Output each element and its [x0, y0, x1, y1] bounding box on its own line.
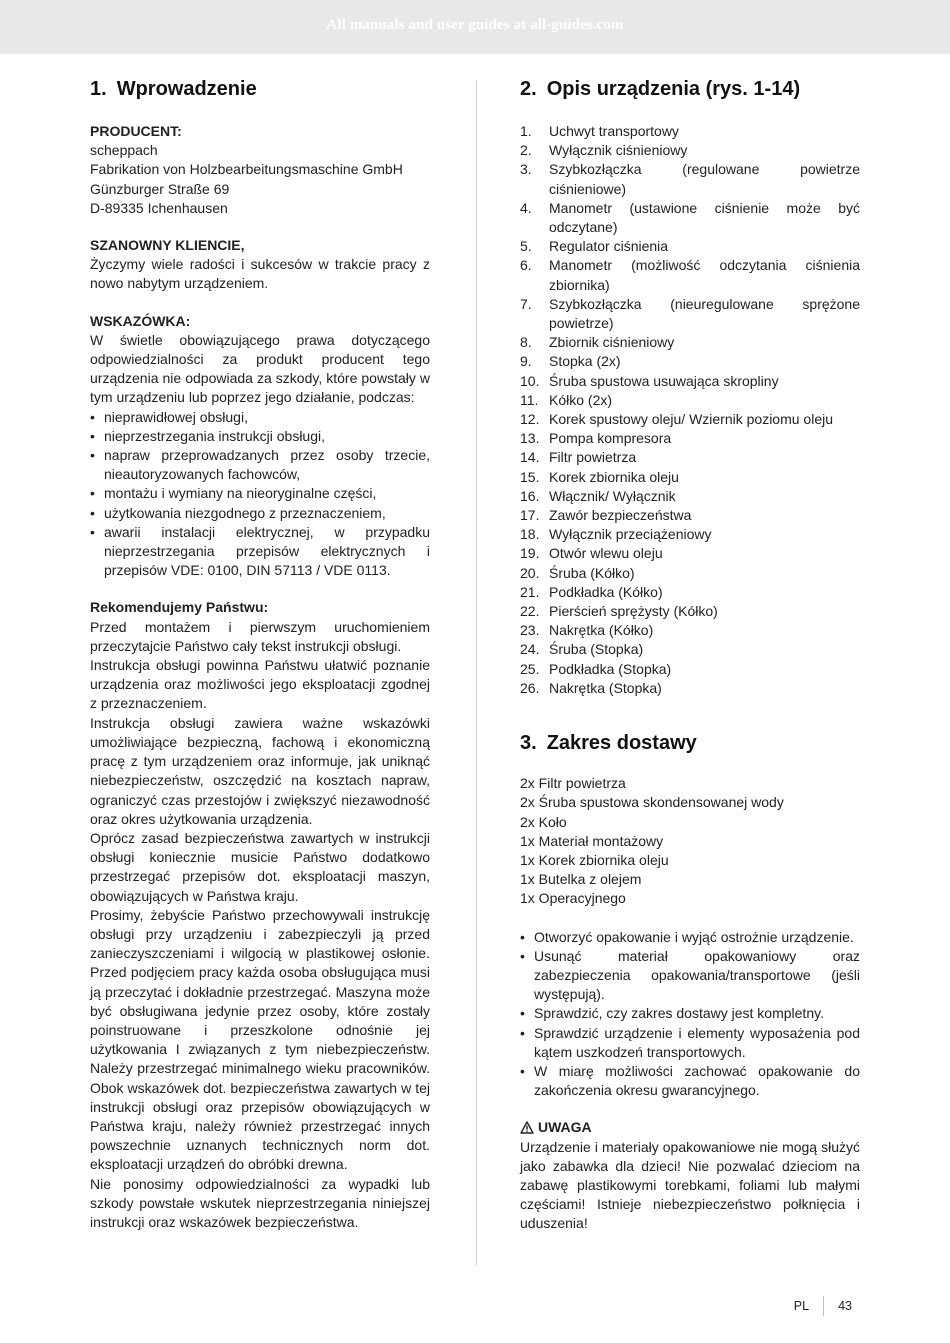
part-item — [520, 679, 860, 698]
scope-item: 2x Filtr powietrza — [520, 775, 626, 792]
part-number: 25. — [520, 660, 540, 677]
part-text: Nakrętka (Stopka) — [549, 679, 662, 696]
part-text: Szybkozłączka (nieuregulowane sprężone powietrze) — [549, 295, 860, 332]
page-number: 43 — [838, 1299, 852, 1313]
part-text: Pierścień sprężysty (Kółko) — [549, 603, 718, 620]
bullet-text: awarii instalacji elektrycznej, w przypadku nieprzestrzegania przepisów elektrycznych i przepisów VDE: 0100, DIN 57113 / VDE 0113. — [104, 523, 430, 579]
part-text: Śruba (Kółko) — [549, 564, 635, 581]
part-item — [520, 660, 860, 679]
hint-bullet-list — [90, 408, 430, 581]
bullet-dot: • — [520, 1005, 525, 1022]
recommend-paragraph: Nie ponosimy odpowiedzialności za wypadki lub szkody powstałe wskutek nieprzestrzegania niniejszej instrukcji oraz wskazówek bezpieczeństwa. — [90, 1175, 430, 1230]
part-item — [520, 544, 860, 563]
part-item — [520, 602, 860, 621]
part-number: 12. — [520, 411, 540, 428]
part-item — [520, 352, 860, 371]
bullet-item — [520, 947, 860, 1005]
bullet-dot: • — [90, 485, 95, 502]
bullet-text: użytkowania niezgodnego z przeznaczeniem, — [104, 504, 386, 521]
bullet-dot: • — [520, 1062, 525, 1079]
part-item — [520, 295, 860, 333]
part-item — [520, 122, 860, 141]
producer-line: scheppach — [90, 142, 158, 159]
part-text: Manometr (możliwość odczytania ciśnienia zbiornika) — [549, 257, 860, 293]
unpacking-steps-list — [520, 928, 860, 1101]
part-text: Wyłącznik ciśnieniowy — [549, 142, 688, 159]
section-heading-introduction — [90, 76, 430, 102]
part-item — [520, 487, 860, 506]
language-code: PL — [793, 1299, 810, 1313]
part-text: Szybkozłączka (regulowane powietrze ciśnieniowe) — [549, 161, 860, 197]
left-column — [90, 76, 430, 1232]
bullet-item — [90, 504, 430, 523]
part-text: Korek zbiornika oleju — [549, 468, 679, 485]
recommend-block — [90, 598, 430, 1232]
part-number: 15. — [520, 468, 540, 485]
bullet-item — [520, 1062, 860, 1100]
part-item — [520, 391, 860, 410]
scope-item: 1x Operacyjnego — [520, 890, 626, 907]
part-item — [520, 448, 860, 467]
part-item — [520, 333, 860, 352]
bullet-dot: • — [90, 427, 95, 444]
section-title: Zakres dostawy — [546, 732, 697, 755]
section-heading-scope-of-delivery — [520, 730, 860, 756]
part-text: Włącznik/ Wyłącznik — [549, 487, 676, 504]
hint-text: W świetle obowiązującego prawa dotyczącego odpowiedzialności za produkt producent tego urządzenia nie odpowiada za szkody, które powstały w tym urządzeniu lub poprzez jego działanie, podczas: — [90, 331, 430, 406]
bullet-item — [90, 484, 430, 503]
part-item — [520, 256, 860, 294]
part-number: 26. — [520, 679, 540, 696]
section-heading-device-description — [520, 76, 860, 102]
bullet-text: Usunąć materiał opakowaniowy oraz zabezpieczenia opakowania/transportowe (jeśli występują). — [534, 947, 860, 1003]
recommend-paragraph: Oprócz zasad bezpieczeństwa zawartych w instrukcji obsługi koniecznie musicie Państwo dodatkowo przestrzegać przepisów dot. eksploatacji maszyn, obowiązujących w Państwa kraju. — [90, 829, 430, 904]
part-number: 13. — [520, 430, 540, 447]
producer-block — [90, 122, 430, 218]
page-footer — [794, 1296, 852, 1316]
part-text: Regulator ciśnienia — [549, 238, 669, 255]
bullet-dot: • — [520, 947, 525, 964]
warning-triangle-icon — [520, 1121, 534, 1134]
part-item — [520, 237, 860, 256]
warning-text: Urządzenie i materiały opakowaniowe nie mogą służyć jako zabawka dla dzieci! Nie pozwalać dzieciom na zabawę plastikowymi torebkami, foliami lub małymi częściami! Istnieje niebezpieczeństwo połknięcia i uduszenia! — [520, 1138, 860, 1232]
part-number: 19. — [520, 545, 540, 562]
part-item — [520, 410, 860, 429]
part-item — [520, 621, 860, 640]
part-number: 1. — [520, 123, 532, 139]
bullet-dot: • — [90, 504, 95, 521]
bullet-dot: • — [90, 408, 95, 425]
part-item — [520, 583, 860, 602]
bullet-text: Sprawdzić, czy zakres dostawy jest kompletny. — [534, 1005, 824, 1022]
part-text: Śruba (Stopka) — [549, 641, 644, 658]
warning-label: UWAGA — [538, 1119, 592, 1136]
part-item — [520, 141, 860, 160]
part-number: 14. — [520, 449, 540, 466]
part-number: 5. — [520, 238, 532, 255]
bullet-item — [520, 1024, 860, 1062]
bullet-text: napraw przeprowadzanych przez osoby trzecie, nieautoryzowanych fachowców, — [104, 447, 430, 483]
bullet-item — [520, 1004, 860, 1023]
dear-customer-block — [90, 236, 430, 294]
section-number: 3. — [520, 732, 537, 755]
part-text: Zbiornik ciśnieniowy — [549, 334, 675, 351]
part-text: Kółko (2x) — [549, 391, 613, 408]
part-item — [520, 640, 860, 659]
part-text: Wyłącznik przeciążeniowy — [549, 526, 712, 543]
part-number: 10. — [520, 372, 540, 389]
scope-item: 2x Koło — [520, 813, 567, 830]
part-number: 2. — [520, 142, 532, 159]
bullet-text: Sprawdzić urządzenie i elementy wyposażenia pod kątem uszkodzeń transportowych. — [534, 1024, 860, 1060]
part-number: 22. — [520, 603, 540, 620]
bullet-dot: • — [90, 447, 95, 464]
scope-item: 1x Butelka z olejem — [520, 871, 642, 888]
producer-line: D-89335 Ichenhausen — [90, 199, 228, 216]
dear-customer-text: Życzymy wiele radości i sukcesów w trakcie pracy z nowo nabytym urządzeniem. — [90, 256, 430, 292]
recommend-paragraph: Przed montażem i pierwszym uruchomieniem przeczytajcie Państwo cały tekst instrukcji obsługi. — [90, 618, 430, 654]
part-text: Podkładka (Stopka) — [549, 660, 672, 677]
part-number: 20. — [520, 564, 540, 581]
part-number: 6. — [520, 257, 532, 274]
warning-block — [520, 1118, 860, 1233]
part-item — [520, 506, 860, 525]
bullet-dot: • — [520, 1024, 525, 1041]
bullet-text: nieprzestrzegania instrukcji obsługi, — [104, 427, 325, 444]
part-text: Zawór bezpieczeństwa — [549, 507, 692, 524]
part-item — [520, 525, 860, 544]
warning-title — [520, 1118, 860, 1137]
bullet-dot: • — [520, 928, 525, 945]
part-item — [520, 564, 860, 583]
part-item — [520, 372, 860, 391]
part-number: 8. — [520, 334, 532, 351]
producer-line: Fabrikation von Holzbearbeitungsmaschine GmbH — [90, 161, 403, 178]
part-text: Filtr powietrza — [549, 449, 637, 466]
bullet-text: Otworzyć opakowanie i wyjąć ostrożnie urządzenie. — [534, 928, 854, 945]
section-number: 2. — [520, 78, 537, 100]
part-number: 4. — [520, 199, 532, 216]
bullet-item — [90, 408, 430, 427]
recommend-paragraph: Instrukcja obsługi powinna Państwu ułatwić poznanie urządzenia oraz możliwości jego eksploatacji zgodnej z przeznaczeniem. — [90, 657, 430, 712]
part-number: 9. — [520, 353, 532, 370]
bullet-text: montażu i wymiany na nieoryginalne części, — [104, 485, 377, 502]
part-number: 16. — [520, 487, 540, 504]
part-text: Korek spustowy oleju/ Wziernik poziomu oleju — [549, 411, 834, 428]
part-text: Uchwyt transportowy — [549, 123, 679, 139]
part-number: 3. — [520, 161, 532, 178]
scope-list — [520, 774, 860, 908]
part-item — [520, 160, 860, 198]
right-column — [520, 76, 860, 1234]
part-number: 24. — [520, 641, 540, 658]
bullet-item — [90, 427, 430, 446]
producer-label: PRODUCENT: — [90, 123, 182, 139]
bullet-dot: • — [90, 523, 95, 540]
part-text: Podkładka (Kółko) — [549, 583, 663, 600]
scope-item: 2x Śruba spustowa skondensowanej wody — [520, 794, 784, 811]
part-text: Pompa kompresora — [549, 430, 672, 447]
part-text: Stopka (2x) — [549, 353, 621, 370]
part-text: Śruba spustowa usuwająca skropliny — [549, 372, 779, 389]
producer-line: Günzburger Straße 69 — [90, 180, 230, 197]
part-text: Manometr (ustawione ciśnienie może być odczytane) — [549, 199, 860, 236]
part-number: 17. — [520, 507, 540, 524]
column-divider — [476, 80, 477, 1265]
part-number: 18. — [520, 526, 540, 543]
part-number: 11. — [520, 391, 539, 408]
part-text: Nakrętka (Kółko) — [549, 622, 654, 639]
footer-divider — [823, 1296, 824, 1316]
parts-list — [520, 122, 860, 698]
scope-item: 1x Korek zbiornika oleju — [520, 851, 669, 868]
dear-customer-label: SZANOWNY KLIENCIE, — [90, 237, 245, 254]
part-number: 23. — [520, 622, 540, 639]
bullet-text: W miarę możliwości zachować opakowanie do zakończenia okresu gwarancyjnego. — [534, 1062, 860, 1099]
section-title: Opis urządzenia (rys. 1-14) — [546, 78, 801, 100]
download-banner — [0, 0, 950, 54]
scope-item: 1x Materiał montażowy — [520, 832, 664, 849]
hint-block — [90, 312, 430, 581]
bullet-item — [520, 928, 860, 947]
bullet-item — [90, 446, 430, 484]
section-number: 1. — [90, 78, 107, 100]
banner-text: All manuals and user guides at all-guides.com — [326, 17, 624, 33]
part-number: 7. — [520, 295, 532, 312]
section-title: Wprowadzenie — [116, 78, 257, 100]
bullet-item — [90, 523, 430, 581]
part-item — [520, 199, 860, 237]
hint-label: WSKAZÓWKA: — [90, 312, 191, 329]
part-text: Otwór wlewu oleju — [549, 545, 663, 562]
part-item — [520, 429, 860, 448]
part-item — [520, 468, 860, 487]
recommend-paragraph: Instrukcja obsługi zawiera ważne wskazówki umożliwiające bezpieczną, fachową i ekonomiczną pracę z tym urządzeniem oraz informuje, jak uniknąć niebezpieczeństw, oszczędzić na kosztach napraw, ograniczyć czas przestojów i zwiększyć niezawodność oraz okres użytkowania urządzenia. — [90, 714, 430, 827]
bullet-text: nieprawidłowej obsługi, — [104, 408, 248, 425]
part-number: 21. — [520, 583, 540, 600]
recommend-paragraph: Prosimy, żebyście Państwo przechowywali instrukcję obsługi przy urządzeniu i zabezpieczyli ją przed zanieczyszczeniami i wilgocią w plastikowej osłonie. Przed podjęciem pracy każda osoba obsługująca musi ją przeczytać i dokładnie przestrzegać. Maszyna może być obsługiwana jedynie przez osoby, które zostały poinstruowane i przeszkolone odnośnie jej użytkowania I związanych z tym niebezpieczeństw. Należy przestrzegać minimalnego wieku pracowników. Obok wskazówek dot. bezpieczeństwa zawartych w tej instrukcji obsługi oraz przepisów obowiązujących w Państwa kraju, należy również przestrzegać innych powszechnie uznanych technicznych norm dot. eksploatacji urządzeń do obróbki drewna. — [90, 906, 430, 1173]
recommend-label: Rekomendujemy Państwu: — [90, 599, 269, 616]
